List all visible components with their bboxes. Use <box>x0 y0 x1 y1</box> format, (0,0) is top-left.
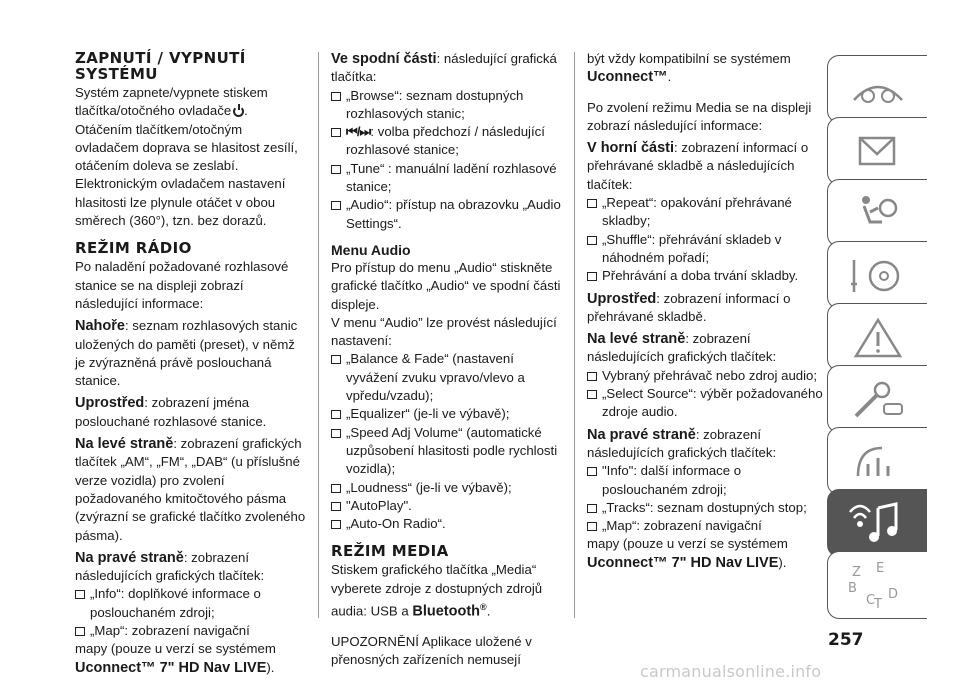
power-text: Systém zapnete/vypnete stiskem tlačítka/otočného ovladače . <box>75 85 268 119</box>
compat-text: být vždy kompatibilní se systémem <box>587 51 791 66</box>
warning-text: UPOZORNĚNÍ Aplikace uložené v přenosných zařízeních nemusejí <box>331 633 532 667</box>
tab-documents[interactable] <box>827 117 927 185</box>
gauge-chart-icon <box>848 438 908 486</box>
media-text: Stiskem grafického tlačítka „Media“ vyberete zdroje z dostupných zdrojů audia: USB a Bluetooth®. <box>331 562 543 620</box>
car-dashboard-icon <box>848 66 908 114</box>
heading-power: ZAPNUTÍ / VYPNUTÍ SYSTÉMU <box>75 49 246 83</box>
bullet-box-icon <box>331 201 341 210</box>
list-item: „Select Source“: výběr požadovaného zdroje audio. <box>587 385 827 422</box>
map-continuation: mapy (pouze u verzí se systémem <box>75 641 276 657</box>
tab-dashboard[interactable] <box>827 55 927 123</box>
list-item: „Auto-On Radio“. <box>331 515 565 533</box>
list-item: „Map“: zobrazení navigační <box>587 517 827 535</box>
list-item: Vybraný přehrávač nebo zdroj audio; <box>587 367 827 385</box>
chapter-tabs <box>827 55 927 615</box>
airbag-seat-icon <box>848 190 908 238</box>
bullet-box-icon <box>587 199 597 208</box>
bullet-box-icon <box>331 520 341 529</box>
media-intro: Po zvolení režimu Media se na displeji zobrazí následující informace: <box>587 99 812 133</box>
svg-text:D: D <box>888 587 899 602</box>
radio-middle-info: Uprostřed: zobrazení jména poslouchané rozhlasové stanice. <box>75 395 267 429</box>
list-item: „Balance & Fade“ (nastavení vyvážení zvuku vpravo/vlevo a vpředu/vzadu); <box>331 350 565 405</box>
multimedia-icon <box>848 500 908 548</box>
bullet-box-icon <box>331 355 341 364</box>
bullet-box-icon <box>587 236 597 245</box>
uconnect-line: Uconnect™. <box>587 69 672 86</box>
tab-specifications[interactable] <box>827 427 927 495</box>
column-1 <box>75 50 307 677</box>
radio-right-info: Na pravé straně: zobrazení následujících grafických tlačítek: <box>75 549 265 584</box>
steering-wheel-icon <box>848 252 908 300</box>
uconnect-line: Uconnect™ 7" HD Nav LIVE). <box>75 659 275 676</box>
tab-safety[interactable] <box>827 179 927 247</box>
list-item: "Info": další informace o poslouchaném zdroji; <box>587 462 827 499</box>
svg-text:C: C <box>866 593 876 608</box>
column-2 <box>331 50 565 669</box>
bullet-box-icon <box>331 410 341 419</box>
svg-text:B: B <box>848 581 857 596</box>
bullet-box-icon <box>587 372 597 381</box>
bullet-box-icon <box>587 467 597 476</box>
heading-radio-mode: REŽIM RÁDIO <box>75 239 192 258</box>
warning-triangle-icon <box>848 314 908 362</box>
media-right-info: Na pravé straně: zobrazení následujících grafických tlačítek: <box>587 426 777 460</box>
mail-envelope-icon <box>848 128 908 176</box>
menu-audio-text-2: V menu “Audio” lze provést následující nastavení: <box>331 314 557 349</box>
bullet-box-icon <box>331 128 341 137</box>
list-item: "AutoPlay". <box>331 497 565 515</box>
bullet-box-icon <box>587 522 597 531</box>
media-top-info: V horní části: zobrazení informací o přehrávané skladbě a následujících tlačítek: <box>587 140 809 192</box>
bullet-box-icon <box>587 504 597 513</box>
svg-text:E: E <box>876 562 885 576</box>
list-item: „Info“: doplňkové informace o poslouchaném zdroji; <box>75 585 307 622</box>
bullet-box-icon <box>587 390 597 399</box>
bullet-box-icon <box>75 590 85 599</box>
bullet-box-icon <box>331 165 341 174</box>
list-item: „Tune“ : manuální ladění rozhlasové stanice; <box>331 160 565 197</box>
watermark: carmanualsonline.info <box>640 662 822 681</box>
tab-warnings[interactable] <box>827 303 927 371</box>
volume-text: Otáčením tlačítkem/otočným ovladačem doprava se hlasitost zesílí, otáčením doleva se zeslabí. Elektronickým ovladačem nastavení hlasitosti lze plynule otáčet v obou směrech (360°), tzn. bez dorazů. <box>75 121 298 229</box>
list-item: „Repeat“: opakování přehrávané skladby; <box>587 194 827 231</box>
page-number: 257 <box>828 630 864 650</box>
alphabet-index-icon <box>848 562 908 610</box>
list-item: „Equalizer“ (je-li ve výbavě); <box>331 405 565 423</box>
map-continuation: mapy (pouze u verzí se systémem <box>587 536 788 552</box>
list-item: „Browse“: seznam dostupných rozhlasových stanic; <box>331 87 565 124</box>
list-item: „Tracks“: seznam dostupných stop; <box>587 499 827 517</box>
media-middle-info: Uprostřed: zobrazení informací o přehrávané skladbě. <box>587 290 791 324</box>
bullet-box-icon <box>75 627 85 636</box>
uconnect-nav-line: Uconnect™ 7" HD Nav LIVE). <box>587 554 787 571</box>
tab-index[interactable] <box>827 551 927 619</box>
list-item: „Shuffle“: přehrávání skladeb v náhodném pořadí; <box>587 231 827 268</box>
wrench-car-icon <box>848 376 908 424</box>
svg-text:Z: Z <box>852 565 861 580</box>
radio-bottom-info: Ve spodní části: následující grafická tlačítka: <box>331 51 557 85</box>
heading-menu-audio: Menu Audio <box>331 241 411 258</box>
column-divider <box>318 52 319 618</box>
bullet-box-icon <box>587 272 597 281</box>
skip-prev-next-icon: ⏮/⏭ <box>346 124 371 140</box>
radio-top-info: Nahoře: seznam rozhlasových stanic uložených do paměti (preset), v němž je zvýrazněná právě poslouchaná stanice. <box>75 318 298 389</box>
list-item: „Map“: zobrazení navigační <box>75 622 307 640</box>
bullet-box-icon <box>331 429 341 438</box>
radio-left-info: Na levé straně: zobrazení grafických tlačítek „AM“, „FM“, „DAB“ (u příslušné verze vozidla) pro zvolení požadovaného kmitočtového pásma (zvýrazní se grafické tlačítko zvoleného pásma). <box>75 436 306 543</box>
bullet-box-icon <box>331 502 341 511</box>
list-item: „Audio“: přístup na obrazovku „Audio Settings“. <box>331 196 565 233</box>
bullet-box-icon <box>331 92 341 101</box>
heading-media-mode: REŽIM MEDIA <box>331 542 449 561</box>
tab-multimedia[interactable] <box>827 489 927 557</box>
radio-intro: Po naladění požadované rozhlasové stanice se na displeji zobrazí následující informace: <box>75 259 289 311</box>
list-item: Přehrávání a doba trvání skladby. <box>587 267 827 285</box>
list-item: „Loudness“ (je-li ve výbavě); <box>331 479 565 497</box>
column-3 <box>587 50 827 572</box>
bullet-box-icon <box>331 484 341 493</box>
column-divider <box>574 52 575 618</box>
media-left-info: Na levé straně: zobrazení následujících grafických tlačítek: <box>587 331 777 365</box>
svg-text:T: T <box>874 597 882 610</box>
tab-driving[interactable] <box>827 241 927 309</box>
tab-maintenance[interactable] <box>827 365 927 433</box>
power-icon <box>233 106 244 117</box>
list-item: ⏮/⏭: volba předchozí / následující rozhlasové stanice; <box>331 123 565 160</box>
menu-audio-text: Pro přístup do menu „Audio“ stiskněte grafické tlačítko „Audio“ ve spodní části displeje. <box>331 259 561 312</box>
list-item: „Speed Adj Volume“ (automatické uzpůsobení hlasitosti podle rychlosti vozidla); <box>331 424 565 479</box>
